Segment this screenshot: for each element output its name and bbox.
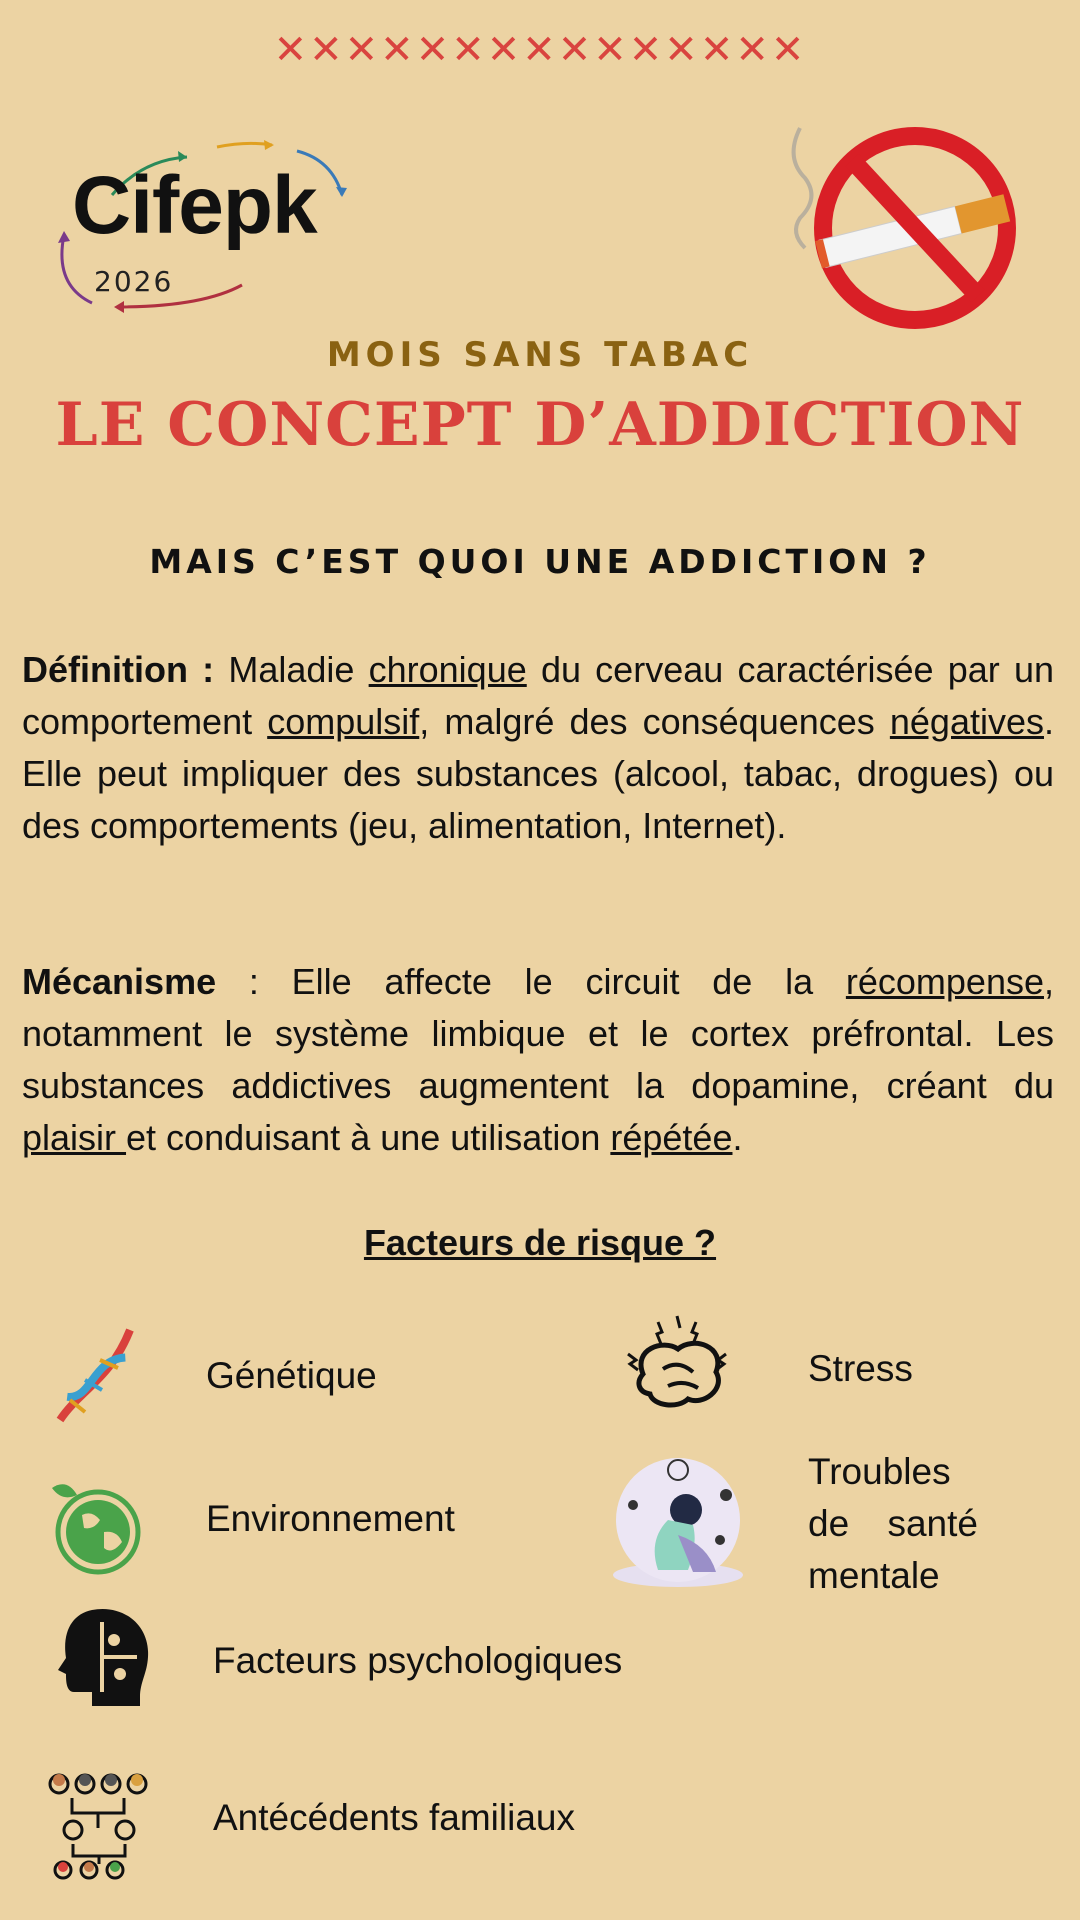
definition-text: . Elle peut impliquer des substances (alcool, tabac, drogues) ou des comportements (jeu, alimentation, Internet). xyxy=(22,701,1054,846)
page-title: LE CONCEPT D’ADDICTION xyxy=(55,390,1025,460)
definition-emphasis: négatives xyxy=(889,701,1044,742)
stressed-brain-icon xyxy=(608,1314,748,1424)
mechanism-text: et conduisant à une utilisation xyxy=(126,1117,611,1158)
factor-label: Facteurs psychologiques xyxy=(213,1640,623,1681)
factor-label: Génétique xyxy=(206,1355,377,1396)
definition-emphasis: chronique xyxy=(368,649,527,690)
puzzle-head-icon xyxy=(52,1602,162,1712)
mechanism-emphasis: récompense xyxy=(845,961,1044,1002)
globe-icon xyxy=(42,1470,152,1580)
mechanism-label: Mécanisme xyxy=(22,961,217,1002)
cifepk-logo xyxy=(52,135,362,315)
dna-icon xyxy=(40,1320,150,1430)
logo-name: Cifepk xyxy=(72,160,317,251)
definition-text: , malgré des conséquences xyxy=(419,701,890,742)
campaign-kicker: MOIS SANS TABAC xyxy=(326,335,754,375)
definition-emphasis: compulsif xyxy=(267,701,420,742)
logo-year: 2026 xyxy=(94,265,174,298)
section-question: MAIS C’EST QUOI UNE ADDICTION ? xyxy=(149,542,931,581)
factor-label: Environnement xyxy=(206,1498,455,1539)
definition-text: du cerveau caractérisée par un comportement xyxy=(22,649,1054,742)
definition-text: Maladie xyxy=(214,649,369,690)
factor-label: Troubles de santé mentale xyxy=(808,1451,978,1596)
definition-paragraph xyxy=(22,644,1054,852)
risk-factors-title: Facteurs de risque ? xyxy=(363,1222,717,1263)
factor-label: Antécédents familiaux xyxy=(213,1797,575,1838)
mechanism-emphasis: répétée xyxy=(610,1117,733,1158)
mechanism-text: . xyxy=(732,1117,743,1158)
definition-label: Définition : xyxy=(22,649,215,690)
sad-person-icon xyxy=(608,1450,748,1590)
decorative-x-row: ✕✕✕✕✕✕✕✕✕✕✕✕✕✕✕ xyxy=(273,27,807,73)
mechanism-text: , notamment le système limbique et le cortex préfrontal. Les substances addictives augmentent la dopamine, créant du xyxy=(22,961,1054,1106)
family-tree-icon xyxy=(45,1768,155,1888)
mechanism-emphasis: plaisir xyxy=(22,1117,127,1158)
no-smoking-icon xyxy=(780,118,1025,338)
mechanism-paragraph xyxy=(22,956,1054,1164)
factor-label: Stress xyxy=(808,1348,913,1389)
mechanism-text: : Elle affecte le circuit de la xyxy=(216,961,846,1002)
